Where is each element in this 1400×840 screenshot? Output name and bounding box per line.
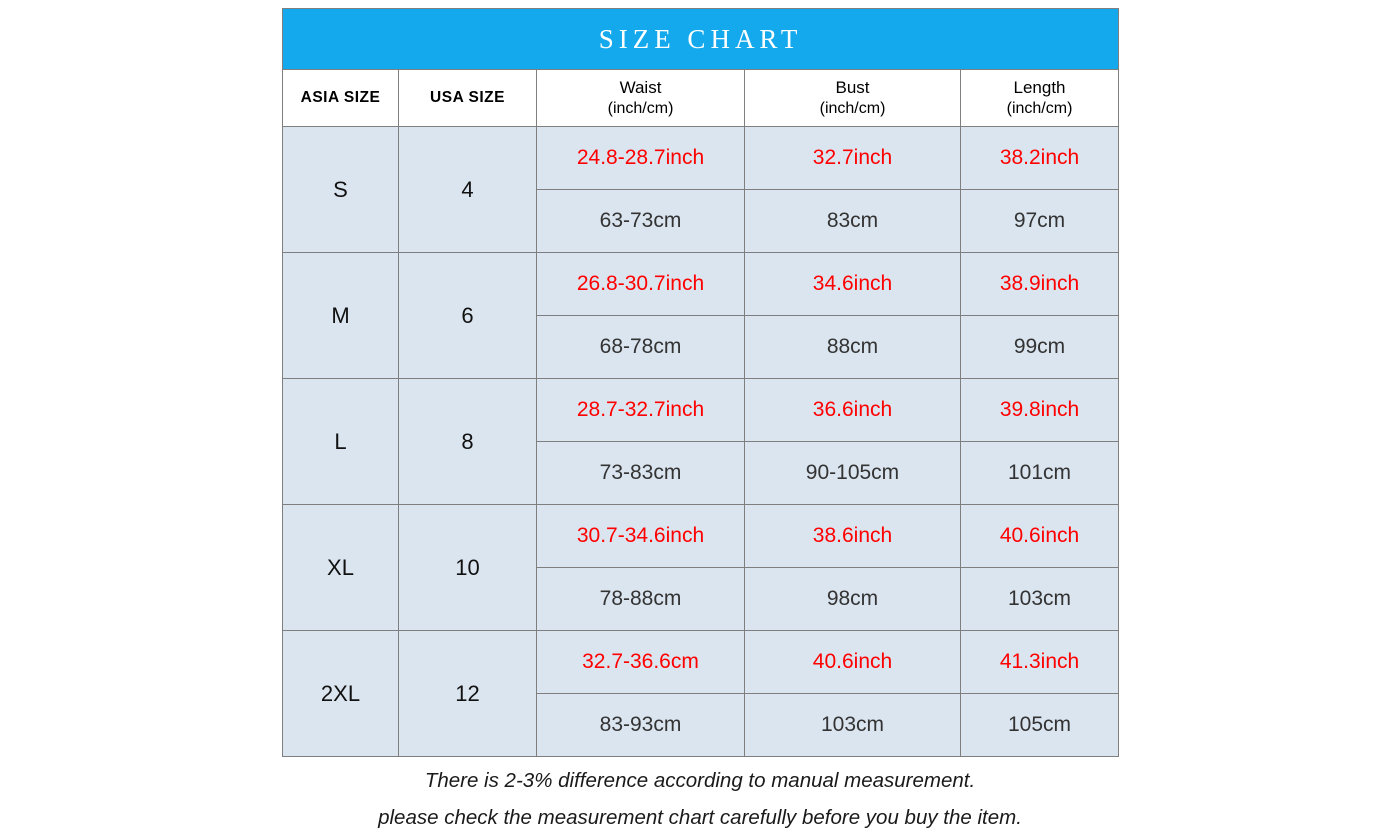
table-header-row <box>283 70 1119 127</box>
cell-length-inch: 38.9inch <box>961 253 1119 316</box>
cell-waist-cm: 73-83cm <box>537 442 745 505</box>
cell-bust-inch: 36.6inch <box>745 379 961 442</box>
column-header-length <box>961 70 1119 127</box>
table-row <box>283 631 1119 694</box>
cell-asia-size: XL <box>283 505 399 631</box>
cell-waist-inch: 30.7-34.6inch <box>537 505 745 568</box>
cell-length-cm: 105cm <box>961 694 1119 757</box>
cell-length-cm: 97cm <box>961 190 1119 253</box>
cell-asia-size: 2XL <box>283 631 399 757</box>
table-title-row <box>283 9 1119 70</box>
cell-length-inch: 41.3inch <box>961 631 1119 694</box>
page-title: SIZE CHART <box>283 9 1119 70</box>
cell-waist-cm: 68-78cm <box>537 316 745 379</box>
note-line-1: There is 2-3% difference according to manual measurement. <box>424 769 976 792</box>
cell-length-cm: 99cm <box>961 316 1119 379</box>
cell-usa-size: 4 <box>399 127 537 253</box>
cell-waist-cm: 78-88cm <box>537 568 745 631</box>
column-header-asia-size: ASIA SIZE <box>283 70 399 127</box>
size-chart-table <box>282 8 1119 757</box>
column-header-bust <box>745 70 961 127</box>
cell-length-inch: 40.6inch <box>961 505 1119 568</box>
cell-length-inch: 39.8inch <box>961 379 1119 442</box>
cell-asia-size: M <box>283 253 399 379</box>
cell-length-inch: 38.2inch <box>961 127 1119 190</box>
measurement-notes <box>0 762 1400 837</box>
cell-bust-cm: 98cm <box>745 568 961 631</box>
cell-length-cm: 101cm <box>961 442 1119 505</box>
column-header-bust-label: Bust <box>835 77 870 97</box>
column-header-length-unit: (inch/cm) <box>1006 99 1073 117</box>
cell-usa-size: 6 <box>399 253 537 379</box>
cell-bust-inch: 40.6inch <box>745 631 961 694</box>
cell-bust-cm: 83cm <box>745 190 961 253</box>
column-header-bust-unit: (inch/cm) <box>819 99 886 117</box>
cell-bust-inch: 38.6inch <box>745 505 961 568</box>
cell-bust-cm: 88cm <box>745 316 961 379</box>
cell-bust-inch: 34.6inch <box>745 253 961 316</box>
size-chart-container <box>282 8 1118 757</box>
cell-waist-inch: 32.7-36.6cm <box>537 631 745 694</box>
table-row <box>283 379 1119 442</box>
cell-length-cm: 103cm <box>961 568 1119 631</box>
cell-waist-cm: 63-73cm <box>537 190 745 253</box>
cell-waist-inch: 28.7-32.7inch <box>537 379 745 442</box>
cell-waist-inch: 26.8-30.7inch <box>537 253 745 316</box>
column-header-usa-size: USA SIZE <box>399 70 537 127</box>
table-row <box>283 505 1119 568</box>
cell-usa-size: 8 <box>399 379 537 505</box>
cell-waist-inch: 24.8-28.7inch <box>537 127 745 190</box>
column-header-waist-label: Waist <box>619 77 662 97</box>
cell-usa-size: 12 <box>399 631 537 757</box>
cell-bust-cm: 103cm <box>745 694 961 757</box>
column-header-waist <box>537 70 745 127</box>
column-header-waist-unit: (inch/cm) <box>607 99 674 117</box>
cell-asia-size: L <box>283 379 399 505</box>
column-header-length-label: Length <box>1013 77 1066 97</box>
cell-usa-size: 10 <box>399 505 537 631</box>
table-row <box>283 127 1119 190</box>
cell-asia-size: S <box>283 127 399 253</box>
note-line-2: please check the measurement chart carefully before you buy the item. <box>378 806 1022 830</box>
cell-bust-inch: 32.7inch <box>745 127 961 190</box>
cell-waist-cm: 83-93cm <box>537 694 745 757</box>
cell-bust-cm: 90-105cm <box>745 442 961 505</box>
table-row <box>283 253 1119 316</box>
